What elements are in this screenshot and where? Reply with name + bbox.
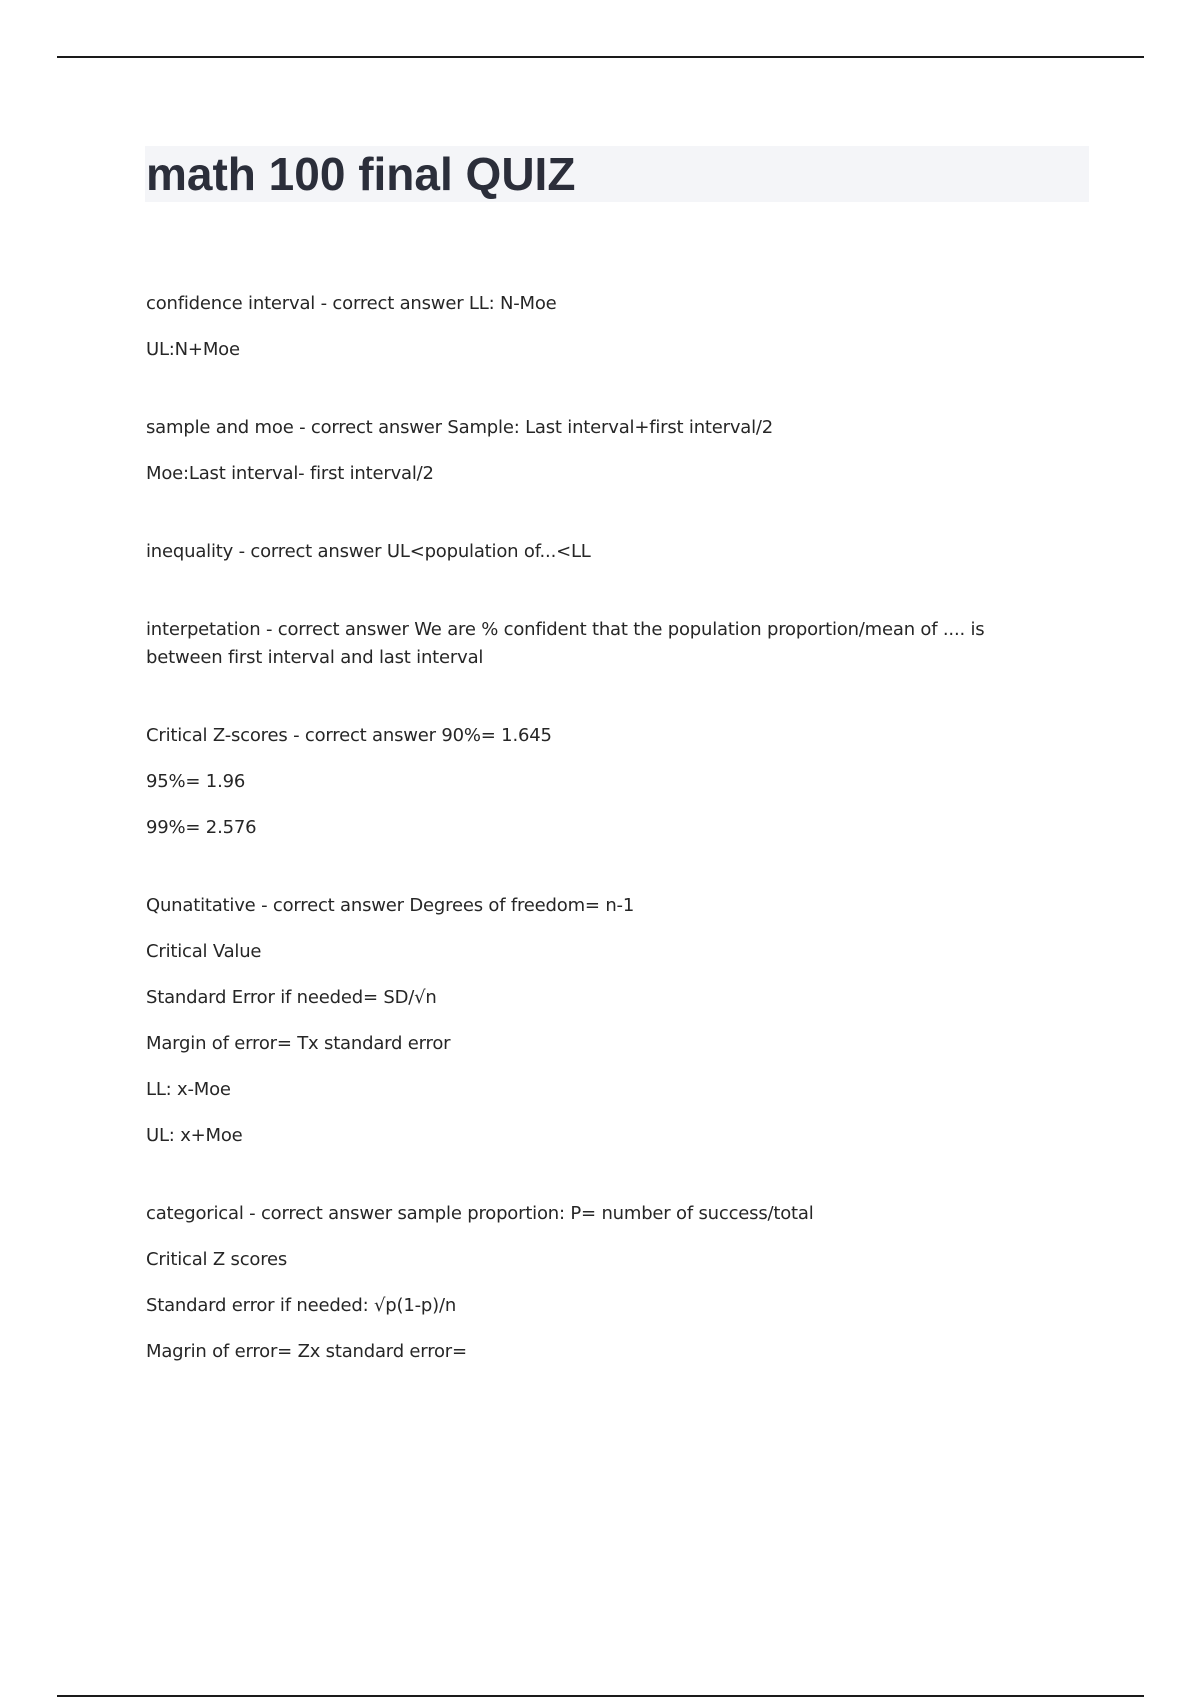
question-line	[146, 414, 1046, 442]
question-line	[146, 616, 1046, 672]
answer-text: 90%= 1.645	[441, 725, 552, 746]
answer-separator: - correct answer	[255, 895, 410, 916]
question-line	[146, 1200, 1046, 1228]
question-term: categorical	[146, 1203, 244, 1224]
answer-text: sample proportion: P= number of success/total	[397, 1203, 814, 1224]
bottom-rule	[57, 1695, 1144, 1697]
question-line	[146, 892, 1046, 920]
answer-separator: - correct answer	[287, 725, 442, 746]
answer-line: UL:N+Moe	[146, 339, 240, 360]
answer-separator: - correct answer	[315, 293, 469, 314]
answer-text: Sample: Last interval+first interval/2	[447, 417, 774, 438]
answer-text: We are % confident that the population proportion/mean of .... is between first interval and last interval	[146, 619, 985, 668]
answer-line: Critical Z scores	[146, 1249, 288, 1270]
question-term: interpetation	[146, 619, 261, 640]
question-term: Critical Z-scores	[146, 725, 288, 746]
answer-separator: - correct answer	[260, 619, 415, 640]
answer-separator: - correct answer	[293, 417, 448, 438]
answer-line: Standard Error if needed= SD/√n	[146, 987, 437, 1008]
question-line	[146, 722, 1046, 750]
answer-text: Degrees of freedom= n-1	[409, 895, 635, 916]
flashcard-list	[146, 290, 1046, 1416]
question-term: confidence interval	[146, 293, 316, 314]
answer-line: UL: x+Moe	[146, 1125, 243, 1146]
question-line	[146, 290, 1046, 318]
answer-line: LL: x-Moe	[146, 1079, 231, 1100]
answer-line: Critical Value	[146, 941, 262, 962]
answer-text: UL<population of...<LL	[386, 541, 591, 562]
answer-line: Margin of error= Tx standard error	[146, 1033, 451, 1054]
flashcard	[146, 414, 1046, 488]
page-title: math 100 final QUIZ	[146, 148, 576, 200]
question-term: Qunatitative	[146, 895, 256, 916]
answer-line: Standard error if needed: √p(1-p)/n	[146, 1295, 457, 1316]
answer-separator: - correct answer	[243, 1203, 398, 1224]
flashcard	[146, 538, 1046, 566]
question-term: inequality	[146, 541, 234, 562]
answer-line: Moe:Last interval- first interval/2	[146, 463, 434, 484]
answer-line: 95%= 1.96	[146, 771, 246, 792]
top-rule	[57, 56, 1144, 58]
flashcard	[146, 1200, 1046, 1366]
flashcard	[146, 616, 1046, 672]
answer-text: LL: N-Moe	[468, 293, 557, 314]
answer-line: Magrin of error= Zx standard error=	[146, 1341, 467, 1362]
flashcard	[146, 290, 1046, 364]
answer-separator: - correct answer	[233, 541, 387, 562]
flashcard	[146, 722, 1046, 842]
question-term: sample and moe	[146, 417, 294, 438]
question-line	[146, 538, 1046, 566]
answer-line: 99%= 2.576	[146, 817, 257, 838]
flashcard	[146, 892, 1046, 1150]
